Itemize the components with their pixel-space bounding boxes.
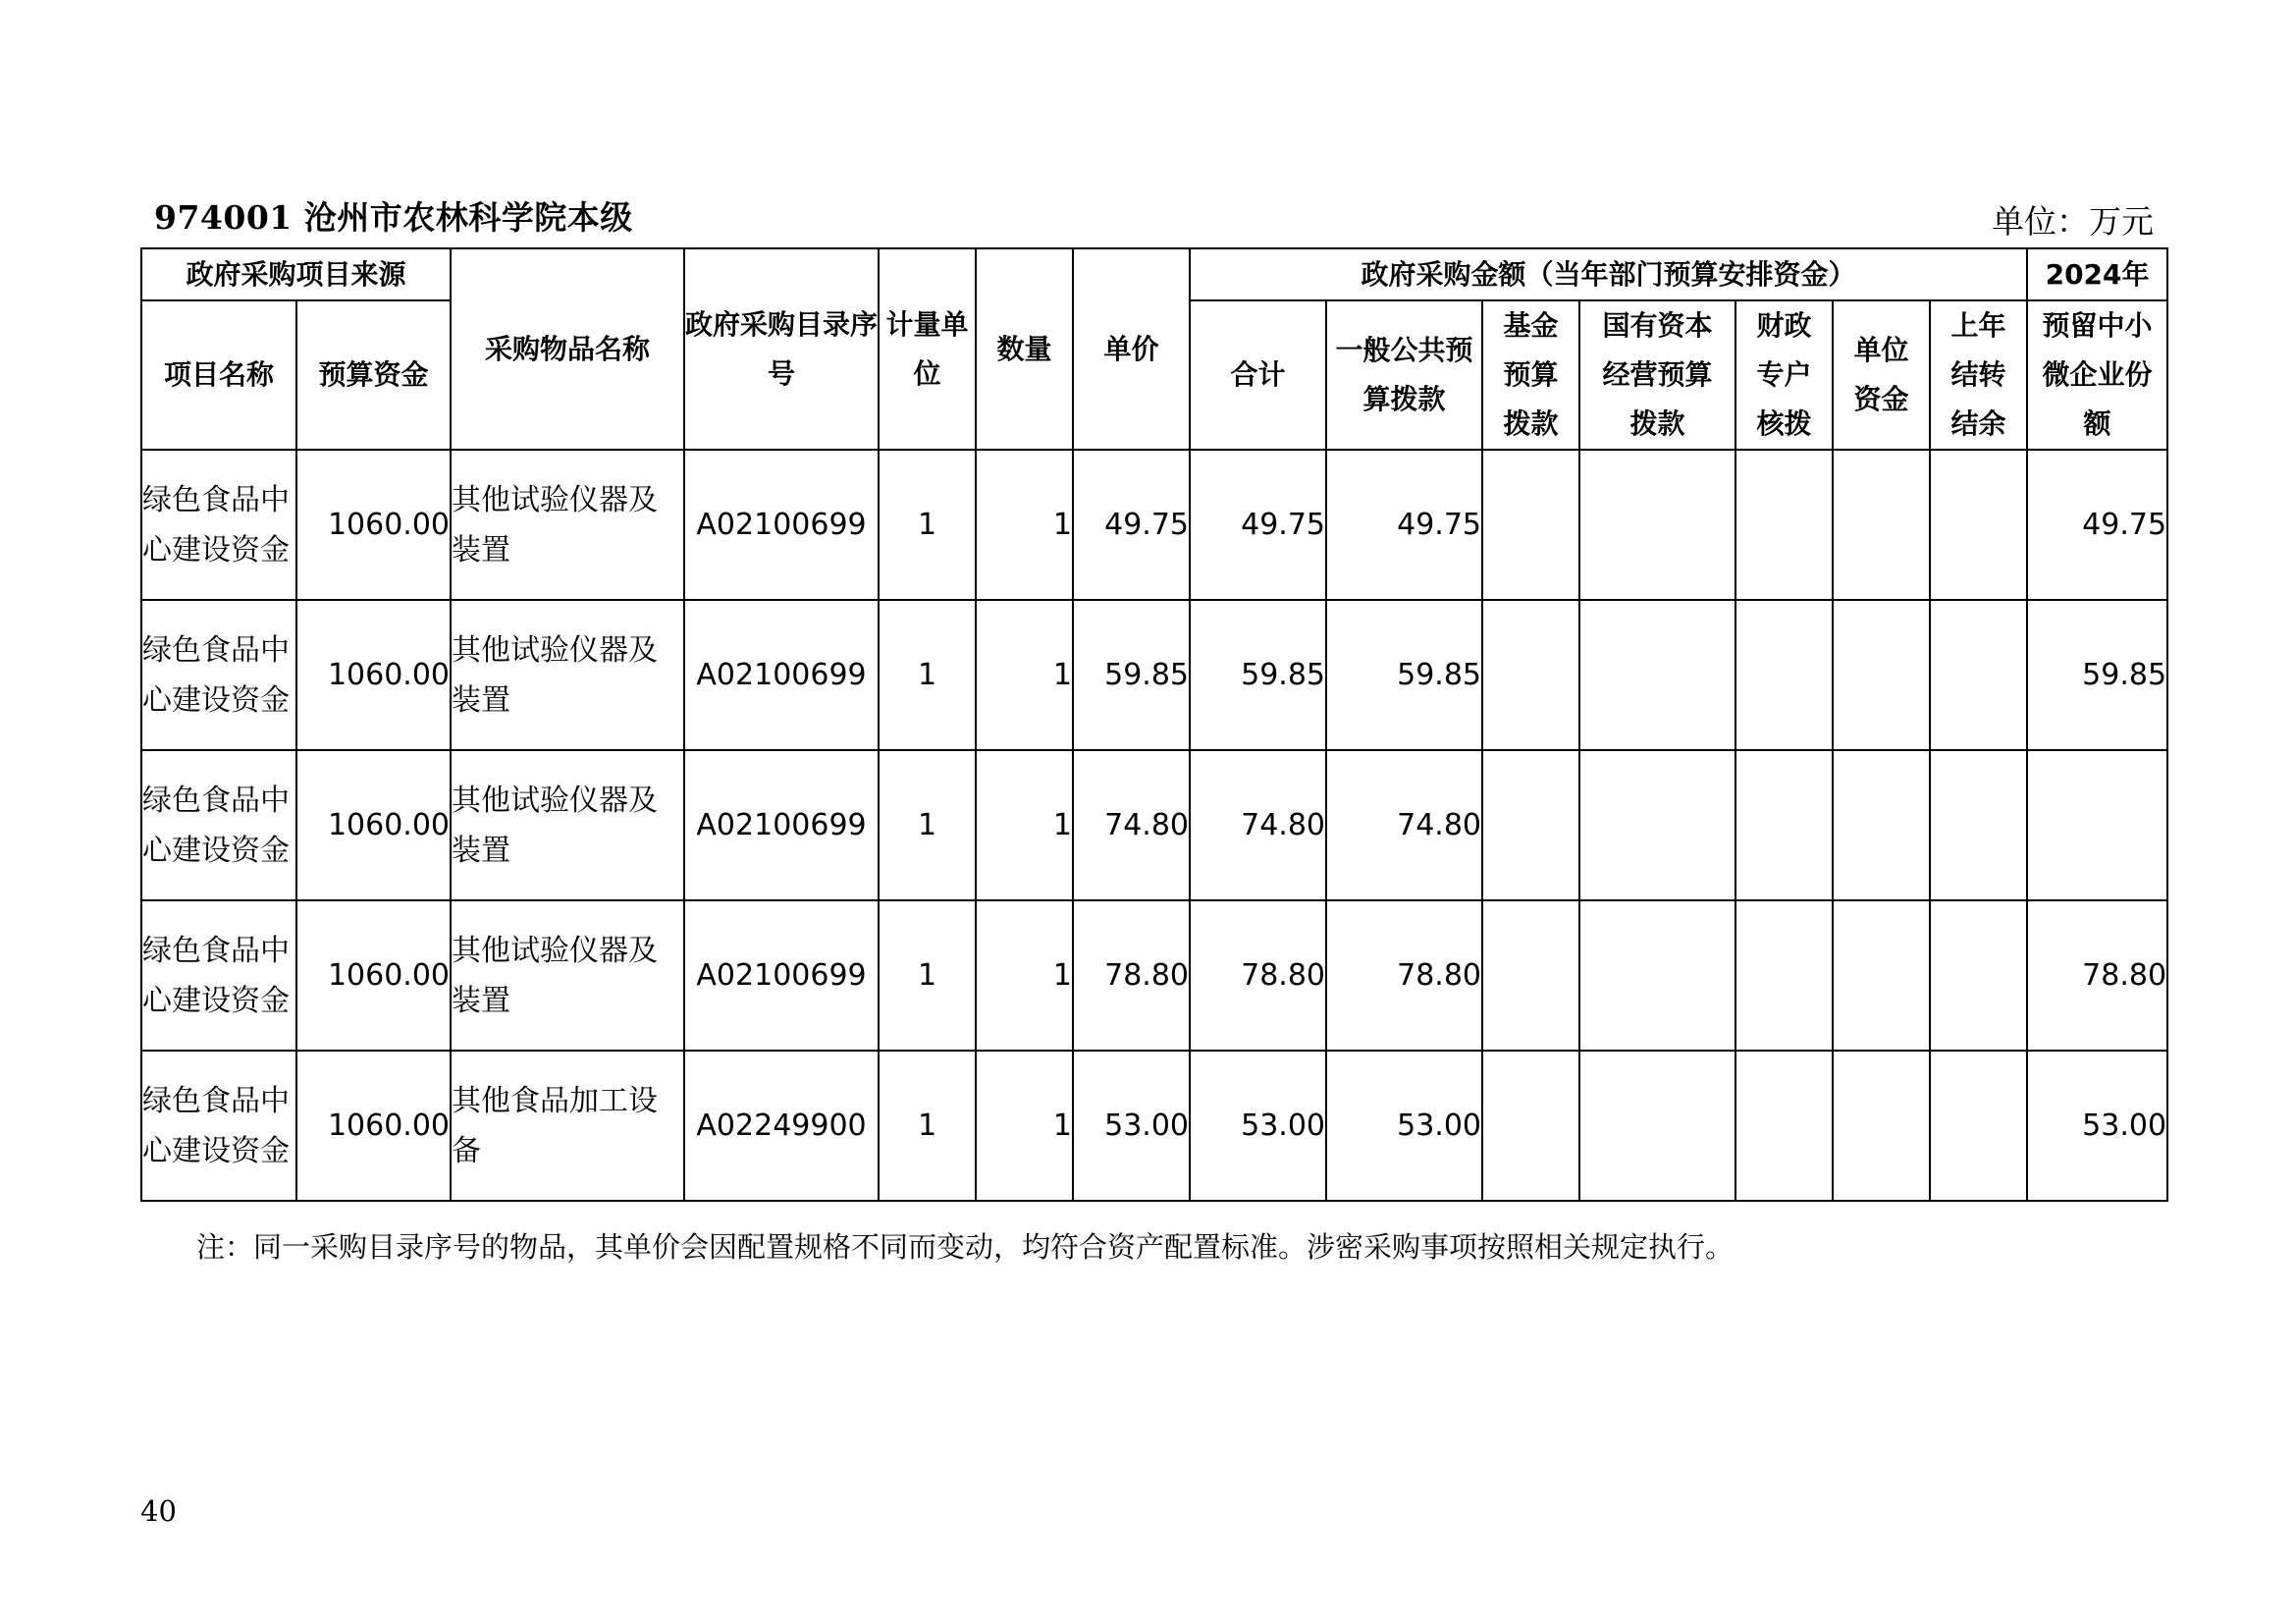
cell-catalog: A02100699	[684, 750, 879, 900]
cell-general: 53.00	[1326, 1051, 1482, 1201]
header-source-group: 政府采购项目来源	[141, 248, 451, 300]
cell-fund	[1482, 450, 1579, 600]
cell-total: 49.75	[1190, 450, 1326, 600]
cell-reserve: 59.85	[2027, 600, 2167, 750]
cell-fiscal	[1735, 900, 1833, 1051]
table-row	[141, 750, 2167, 900]
cell-fund	[1482, 600, 1579, 750]
cell-general: 49.75	[1326, 450, 1482, 600]
cell-project: 绿色食品中心建设资金	[141, 600, 296, 750]
procurement-table	[140, 247, 2168, 1202]
cell-budget: 1060.00	[296, 1051, 451, 1201]
cell-unitfund	[1833, 900, 1930, 1051]
cell-fund	[1482, 750, 1579, 900]
cell-qty: 1	[976, 1051, 1073, 1201]
cell-qty: 1	[976, 750, 1073, 900]
cell-carry	[1930, 750, 2027, 900]
cell-total: 59.85	[1190, 600, 1326, 750]
cell-fiscal	[1735, 750, 1833, 900]
table-row	[141, 900, 2167, 1051]
cell-unit: 1	[879, 600, 976, 750]
cell-catalog: A02100699	[684, 600, 879, 750]
cell-item: 其他试验仪器及装置	[451, 450, 684, 600]
header-fiscal-special: 财政专户核拨	[1735, 300, 1833, 450]
cell-budget: 1060.00	[296, 450, 451, 600]
cell-item: 其他食品加工设备	[451, 1051, 684, 1201]
header-carryover: 上年结转结余	[1930, 300, 2027, 450]
cell-budget: 1060.00	[296, 750, 451, 900]
cell-price: 59.85	[1073, 600, 1190, 750]
header-project-name: 项目名称	[141, 300, 296, 450]
cell-qty: 1	[976, 900, 1073, 1051]
header-amount-group: 政府采购金额（当年部门预算安排资金）	[1190, 248, 2027, 300]
cell-fiscal	[1735, 450, 1833, 600]
cell-carry	[1930, 900, 2027, 1051]
cell-price: 53.00	[1073, 1051, 1190, 1201]
cell-state	[1579, 450, 1735, 600]
cell-project: 绿色食品中心建设资金	[141, 1051, 296, 1201]
cell-fiscal	[1735, 1051, 1833, 1201]
cell-unit: 1	[879, 1051, 976, 1201]
cell-catalog: A02100699	[684, 900, 879, 1051]
header-budget-funds: 预算资金	[296, 300, 451, 450]
cell-fund	[1482, 900, 1579, 1051]
cell-fund	[1482, 1051, 1579, 1201]
header-measure-unit: 计量单位	[879, 248, 976, 450]
table-row	[141, 1051, 2167, 1201]
cell-state	[1579, 1051, 1735, 1201]
cell-state	[1579, 600, 1735, 750]
cell-qty: 1	[976, 450, 1073, 600]
cell-total: 78.80	[1190, 900, 1326, 1051]
cell-total: 74.80	[1190, 750, 1326, 900]
header-quantity: 数量	[976, 248, 1073, 450]
cell-budget: 1060.00	[296, 900, 451, 1051]
document-title: 974001 沧州市农林科学院本级	[154, 198, 633, 237]
cell-catalog: A02100699	[684, 450, 879, 600]
header-unit-price: 单价	[1073, 248, 1190, 450]
header-catalog-no: 政府采购目录序号	[684, 248, 879, 450]
cell-general: 74.80	[1326, 750, 1482, 900]
footnote: 注：同一采购目录序号的物品，其单价会因配置规格不同而变动，均符合资产配置标准。涉密采购事项按照相关规定执行。	[196, 1230, 1735, 1264]
cell-budget: 1060.00	[296, 600, 451, 750]
header-unit-funds: 单位资金	[1833, 300, 1930, 450]
cell-state	[1579, 750, 1735, 900]
cell-catalog: A02249900	[684, 1051, 879, 1201]
header-reserve-year: 2024年	[2027, 248, 2167, 300]
cell-unitfund	[1833, 600, 1930, 750]
table-row	[141, 600, 2167, 750]
cell-unit: 1	[879, 750, 976, 900]
cell-fiscal	[1735, 600, 1833, 750]
header-state-capital: 国有资本经营预算拨款	[1579, 300, 1735, 450]
cell-price: 74.80	[1073, 750, 1190, 900]
cell-general: 59.85	[1326, 600, 1482, 750]
cell-unitfund	[1833, 750, 1930, 900]
cell-unit: 1	[879, 450, 976, 600]
cell-project: 绿色食品中心建设资金	[141, 900, 296, 1051]
cell-reserve	[2027, 750, 2167, 900]
cell-carry	[1930, 1051, 2027, 1201]
cell-qty: 1	[976, 600, 1073, 750]
cell-project: 绿色食品中心建设资金	[141, 450, 296, 600]
cell-unitfund	[1833, 1051, 1930, 1201]
cell-price: 49.75	[1073, 450, 1190, 600]
cell-reserve: 49.75	[2027, 450, 2167, 600]
cell-reserve: 78.80	[2027, 900, 2167, 1051]
cell-price: 78.80	[1073, 900, 1190, 1051]
table-row	[141, 450, 2167, 600]
header-item-name: 采购物品名称	[451, 248, 684, 450]
cell-carry	[1930, 450, 2027, 600]
cell-reserve: 53.00	[2027, 1051, 2167, 1201]
cell-item: 其他试验仪器及装置	[451, 750, 684, 900]
header-total: 合计	[1190, 300, 1326, 450]
cell-unitfund	[1833, 450, 1930, 600]
header-general-public: 一般公共预算拨款	[1326, 300, 1482, 450]
page-number: 40	[140, 1494, 177, 1528]
cell-general: 78.80	[1326, 900, 1482, 1051]
unit-label: 单位：万元	[1992, 202, 2154, 241]
cell-unit: 1	[879, 900, 976, 1051]
cell-item: 其他试验仪器及装置	[451, 600, 684, 750]
header-reserve-label: 预留中小微企业份额	[2027, 300, 2167, 450]
cell-total: 53.00	[1190, 1051, 1326, 1201]
cell-state	[1579, 900, 1735, 1051]
cell-item: 其他试验仪器及装置	[451, 900, 684, 1051]
header-fund-budget: 基金预算拨款	[1482, 300, 1579, 450]
cell-project: 绿色食品中心建设资金	[141, 750, 296, 900]
cell-carry	[1930, 600, 2027, 750]
